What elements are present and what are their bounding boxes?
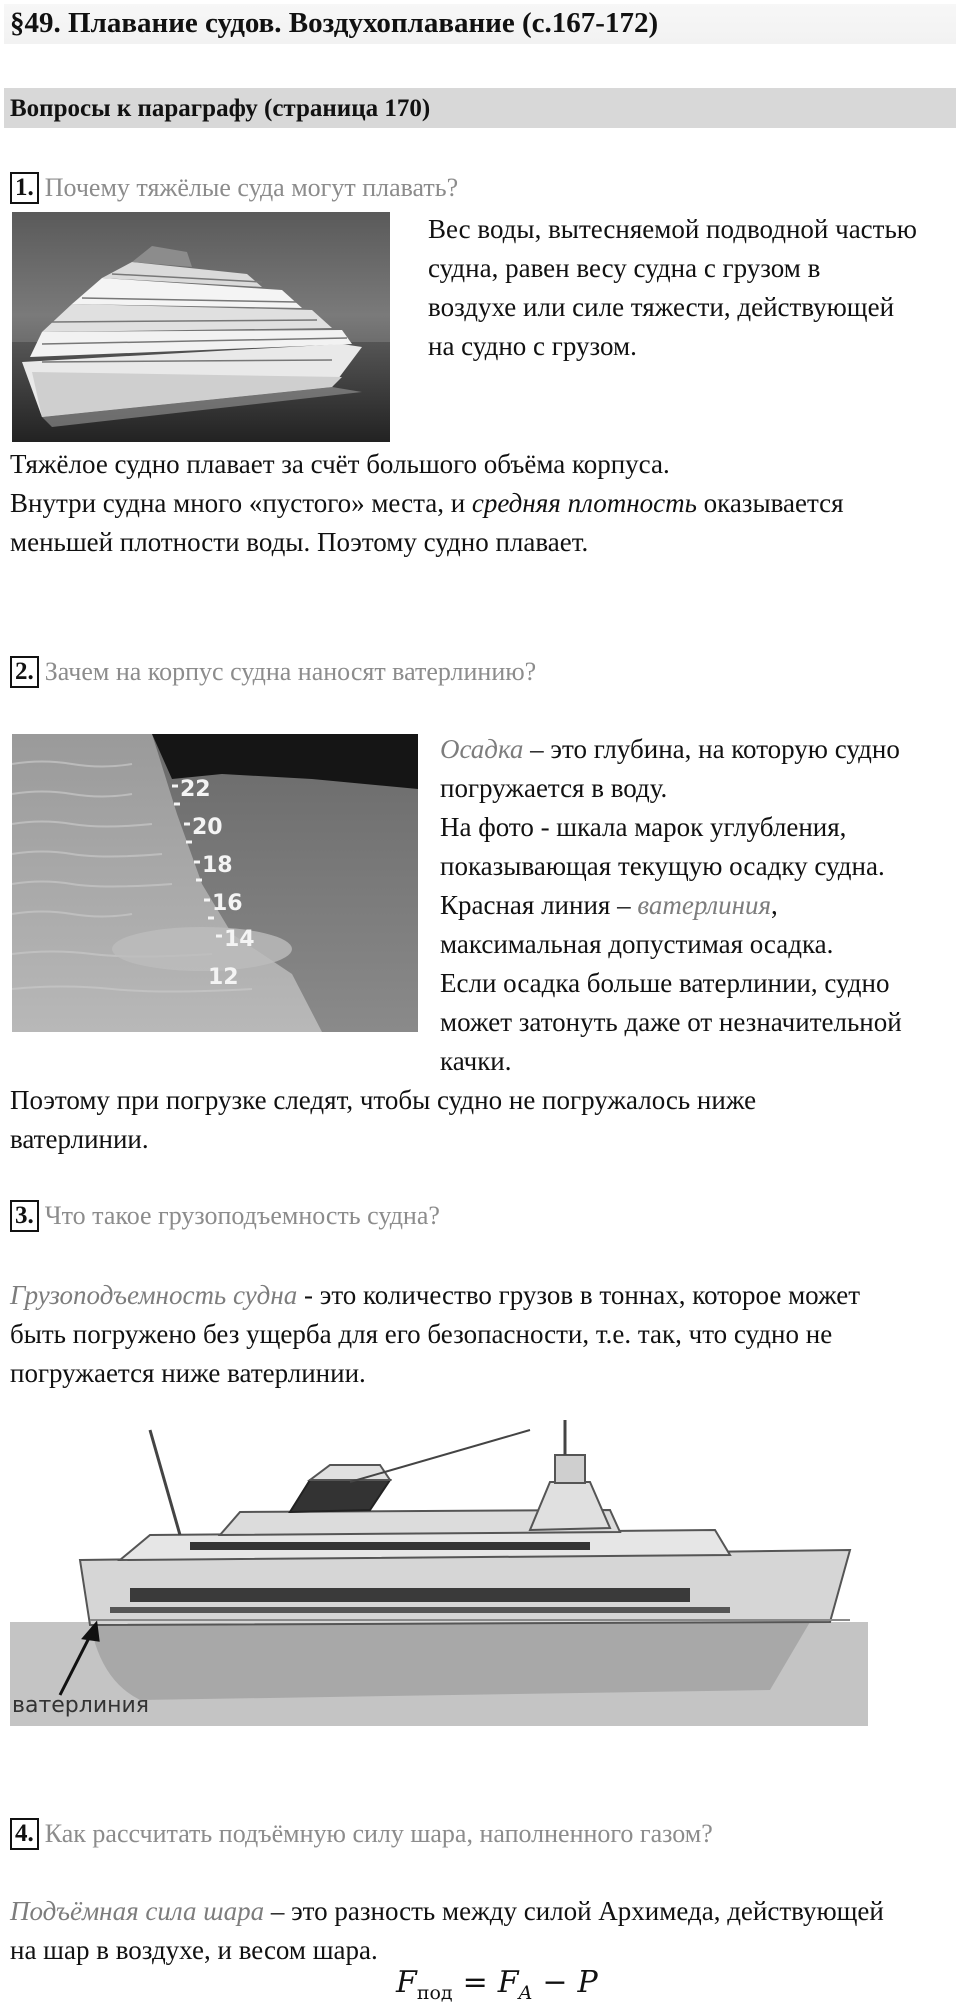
term-waterline: ватерлиния xyxy=(637,890,772,920)
question-4 xyxy=(10,1818,713,1850)
answer-line: меньшей плотности воды. Поэтому судно плавает. xyxy=(10,527,589,557)
question-number: 3. xyxy=(10,1200,39,1232)
question-number: 1. xyxy=(10,172,39,204)
answer-line: максимальная допустимая осадка. xyxy=(440,929,834,959)
answer-line: Поэтому при погрузке следят, чтобы судно не погружалось ниже xyxy=(10,1085,757,1115)
answer-line: Красная линия – ватерлиния, xyxy=(440,890,778,920)
question-number: 4. xyxy=(10,1818,39,1850)
answer-2-body xyxy=(10,1081,756,1159)
answer-line: показывающая текущую осадку судна. xyxy=(440,851,885,881)
answer-line: Внутри судна много «пустого» места, и средняя плотность оказывается xyxy=(10,488,844,518)
answer-line: погружается в воду. xyxy=(440,773,668,803)
question-text: Зачем на корпус судна наносят ватерлинию? xyxy=(44,657,537,686)
answer-line: воздухе или силе тяжести, действующей xyxy=(428,292,895,322)
term-average-density: средняя плотность xyxy=(471,488,697,518)
term-carrying-capacity: Грузоподъемность судна xyxy=(10,1280,298,1310)
answer-line: Вес воды, вытесняемой подводной частью xyxy=(428,214,917,244)
draft-mark: 22 xyxy=(180,777,211,802)
answer-line: На фото - шкала марок углубления, xyxy=(440,812,847,842)
answer-4-body xyxy=(10,1892,884,1970)
waterline-label: ватерлиния xyxy=(12,1693,150,1718)
answer-line: Подъёмная сила шара – это разность между силой Архимеда, действующей xyxy=(10,1896,884,1926)
section-title: Вопросы к параграфу (страница 170) xyxy=(10,95,431,122)
answer-line: качки. xyxy=(440,1046,512,1076)
answer-line: Осадка – это глубина, на которую судно xyxy=(440,734,900,764)
answer-line: на судно с грузом. xyxy=(428,331,637,361)
question-1 xyxy=(10,172,458,204)
draft-marks-photo xyxy=(12,734,418,1032)
cruise-ship-photo xyxy=(12,212,390,442)
ship-waterline-diagram xyxy=(10,1410,868,1726)
answer-line: Грузоподъемность судна - это количество грузов в тоннах, которое может xyxy=(10,1280,861,1310)
answer-line: Тяжёлое судно плавает за счёт большого объёма корпуса. xyxy=(10,449,670,479)
question-number: 2. xyxy=(10,656,39,688)
answer-line: на шар в воздухе, и весом шара. xyxy=(10,1935,378,1965)
answer-line: ватерлинии. xyxy=(10,1124,149,1154)
draft-mark: 18 xyxy=(202,853,233,878)
lifting-force-formula: $F_{под} = F_A - P$ xyxy=(396,1965,598,2004)
draft-mark: 20 xyxy=(192,815,223,840)
question-text: Что такое грузоподъемность судна? xyxy=(44,1201,440,1230)
question-text: Как рассчитать подъёмную силу шара, наполненного газом? xyxy=(44,1819,713,1848)
answer-line: погружается ниже ватерлинии. xyxy=(10,1358,366,1388)
term-lifting-force: Подъёмная сила шара xyxy=(10,1896,265,1926)
draft-mark: 12 xyxy=(208,965,239,990)
question-2 xyxy=(10,656,536,688)
question-text: Почему тяжёлые суда могут плавать? xyxy=(44,173,459,202)
answer-1-side xyxy=(428,210,917,366)
draft-mark: 16 xyxy=(212,891,243,916)
answer-2-side xyxy=(440,730,902,1042)
draft-mark: 14 xyxy=(224,927,255,952)
answer-2-tail xyxy=(440,1042,512,1081)
term-draft: Осадка xyxy=(440,734,524,764)
answer-line: может затонуть даже от незначительной xyxy=(440,1007,902,1037)
page-title: §49. Плавание судов. Воздухоплавание (с.167-172) xyxy=(10,7,659,39)
answer-1-body xyxy=(10,445,844,562)
answer-line: быть погружено без ущерба для его безопасности, т.е. так, что судно не xyxy=(10,1319,833,1349)
answer-line: судна, равен весу судна с грузом в xyxy=(428,253,821,283)
question-3 xyxy=(10,1200,440,1232)
answer-line: Если осадка больше ватерлинии, судно xyxy=(440,968,890,998)
answer-3-body xyxy=(10,1276,860,1393)
